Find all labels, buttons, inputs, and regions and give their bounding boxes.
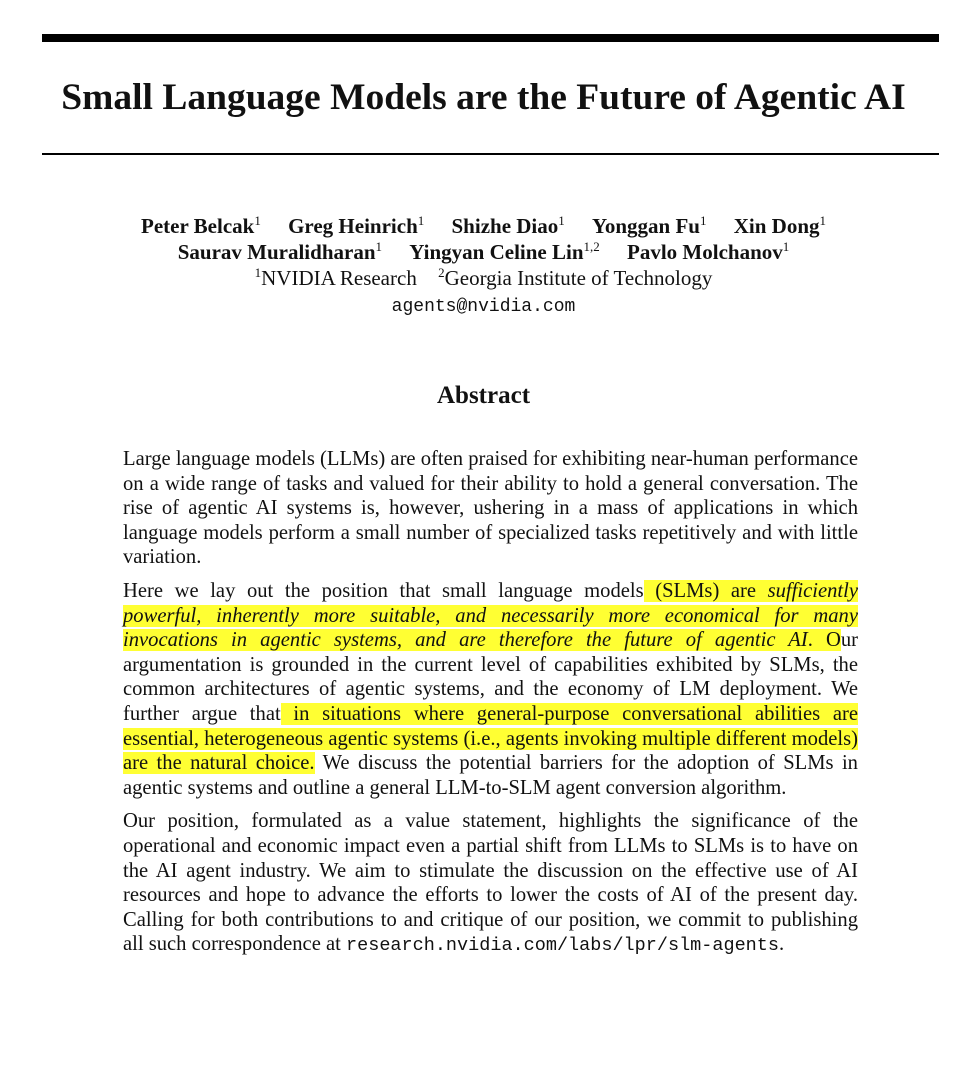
highlight: (SLMs) are sufficiently powerful, inherently more suitable, and necessarily more economical for many invocations in agentic systems, and are therefore the future of agentic AI. O — [123, 579, 858, 652]
affiliation: $^2$Georgia Institute of Technology — [438, 265, 713, 290]
paper-title: Small Language Models are the Future of Agentic AI — [61, 77, 906, 118]
author-row-2 — [0, 239, 967, 265]
abstract-paragraph-2: Here we lay out the position that small language models (SLMs) are sufficiently powerful, inherently more suitable, and necessarily more economical for many invocations in agentic systems, and are therefore the future of agentic AI. Our argumentation is grounded in the current level of capabilities exhibited by SLMs, the common architectures of agentic systems, and the economy of LM deployment. We further argue that in situations where general-purpose conversational abilities are essential, heterogeneous agentic systems (i.e., agents invoking multiple different models) are the natural choice. We discuss the potential barriers for the adoption of SLMs in agentic systems and outline a general LLM-to-SLM agent conversion algorithm. — [123, 579, 858, 799]
abstract-paragraph-3: Our position, formulated as a value statement, highlights the significance of the operational and economic impact even a partial shift from LLMs to SLMs is to have on the AI agent industry. We aim to stimulate the discussion on the effective use of AI resources and hope to advance the efforts to lower the costs of AI of the present day. Calling for both contributions to and critique of our position, we commit to publishing all such correspondence at research.nvidia.com/labs/lpr/slm-agents. — [123, 810, 858, 957]
author: Peter Belcak$^1$ — [141, 213, 261, 238]
author: Saurav Muralidharan$^1$ — [177, 239, 382, 264]
author: Xin Dong$^1$ — [733, 213, 826, 238]
project-url[interactable]: research.nvidia.com/labs/lpr/slm-agents — [346, 935, 779, 957]
title-rule — [42, 153, 939, 155]
abstract-paragraph-1: Large language models (LLMs) are often praised for exhibiting near-human performance on a wide range of tasks and valued for their ability to hold a general conversation. The rise of agentic AI systems is, however, ushering in a mass of applications in which language models perform a small number of specialized tasks repetitively and with little variation. — [123, 448, 858, 569]
affiliations — [0, 265, 967, 291]
top-rule — [42, 34, 939, 42]
highlight: in situations where general-purpose conversational abilities are essential, heterogeneous agentic systems (i.e., agents invoking multiple different models) are the natural choice. — [123, 702, 858, 775]
author: Yonggan Fu$^1$ — [592, 213, 707, 238]
author-row-1 — [0, 213, 967, 239]
author: Yingyan Celine Lin$^{1,2}$ — [409, 239, 600, 264]
author: Shizhe Diao$^1$ — [451, 213, 565, 238]
affiliation: $^1$NVIDIA Research — [254, 265, 417, 290]
author: Pavlo Molchanov$^1$ — [627, 239, 790, 264]
contact-email[interactable]: agents@nvidia.com — [391, 297, 576, 317]
abstract-heading: Abstract — [436, 382, 531, 409]
author-block — [0, 213, 967, 320]
author: Greg Heinrich$^1$ — [288, 213, 425, 238]
abstract-body — [123, 447, 858, 968]
